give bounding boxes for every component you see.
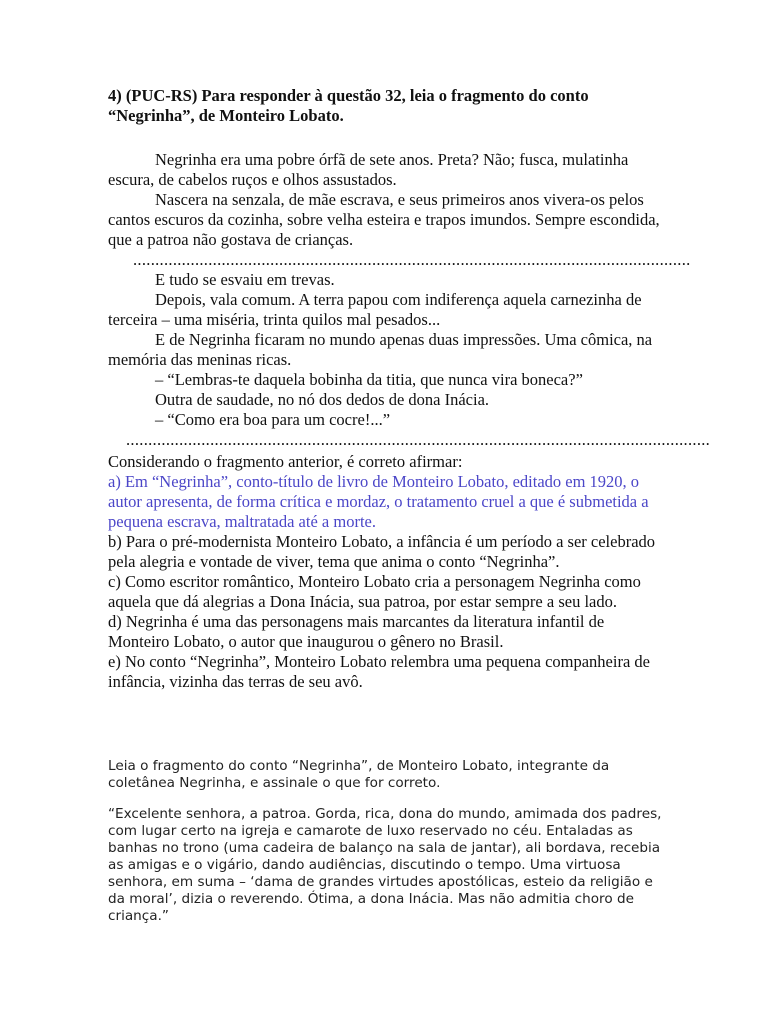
question-title-line-1: 4) (PUC-RS) Para responder à questão 32, leia o fragmento do conto <box>108 86 589 105</box>
option-b: b) Para o pré-modernista Monteiro Lobato, a infância é um período a ser celebrado pela alegria e vontade de viver, tema que anima o conto “Negrinha”. <box>108 532 656 571</box>
story-fragment <box>108 150 711 450</box>
option-c: c) Como escritor romântico, Monteiro Lobato cria a personagem Negrinha como aquela que dá alegrias a Dona Inácia, sua patroa, por estar sempre a seu lado. <box>108 572 641 611</box>
option-e: e) No conto “Negrinha”, Monteiro Lobato relembra uma pequena companheira de infância, vizinha das terras de seu avô. <box>108 652 650 691</box>
question-title <box>108 86 668 126</box>
fragment-paragraph-5: E de Negrinha ficaram no mundo apenas duas impressões. Uma cômica, na memória das meninas ricas. <box>108 330 653 369</box>
fragment-paragraph-4: Depois, vala comum. A terra papou com indiferença aquela carnezinha de terceira – uma miséria, trinta quilos mal pesados... <box>108 290 642 329</box>
fragment-paragraph-7: Outra de saudade, no nó dos dedos de dona Inácia. <box>155 390 490 409</box>
fragment-paragraph-8: – “Como era boa para um cocre!...” <box>155 410 391 429</box>
fragment-paragraph-2: Nascera na senzala, de mãe escrava, e seus primeiros anos vivera-os pelos cantos escuros da cozinha, sobre velha esteira e trapos imundos. Sempre escondida, que a patroa não gostava de crianças. <box>108 190 660 249</box>
fragment-paragraph-3: E tudo se esvaiu em trevas. <box>155 270 335 289</box>
options-prompt: Considerando o fragmento anterior, é correto afirmar: <box>108 452 463 471</box>
second-question-quote: “Excelente senhora, a patroa. Gorda, rica, dona do mundo, amimada dos padres, com lugar certo na igreja e camarote de luxo reservado no céu. Entaladas as banhas no trono (uma cadeira de balanço na sala de jantar), ali bordava, recebia as amigas e o vigário, dando audiências, discutindo o tempo. Uma virtuosa senhora, em suma – ‘dama de grandes virtudes apostólicas, esteio da religião e da moral’, dizia o reverendo. Ótima, a dona Inácia. Mas não admitia choro de criança.” <box>108 806 662 924</box>
option-a: a) Em “Negrinha”, conto-título de livro de Monteiro Lobato, editado em 1920, o autor apresenta, de forma crítica e mordaz, o tratamento cruel a que é submetida a pequena escrava, maltratada até a morte. <box>108 472 649 531</box>
second-question-intro: Leia o fragmento do conto “Negrinha”, de Monteiro Lobato, integrante da coletânea Negrinha, e assinale o que for correto. <box>108 758 610 791</box>
ellipsis-separator-2: .................................................................................................................................... <box>126 430 711 449</box>
ellipsis-separator-1: .............................................................................................................................. <box>133 250 691 269</box>
question-title-line-2: “Negrinha”, de Monteiro Lobato. <box>108 106 344 125</box>
fragment-paragraph-6: – “Lembras-te daquela bobinha da titia, que nunca vira boneca?” <box>155 370 583 389</box>
answer-options <box>108 452 668 692</box>
second-question <box>108 758 668 925</box>
option-d: d) Negrinha é uma das personagens mais marcantes da literatura infantil de Monteiro Lobato, o autor que inaugurou o gênero no Brasil. <box>108 612 605 651</box>
fragment-paragraph-1: Negrinha era uma pobre órfã de sete anos. Preta? Não; fusca, mulatinha escura, de cabelos ruços e olhos assustados. <box>108 150 629 189</box>
